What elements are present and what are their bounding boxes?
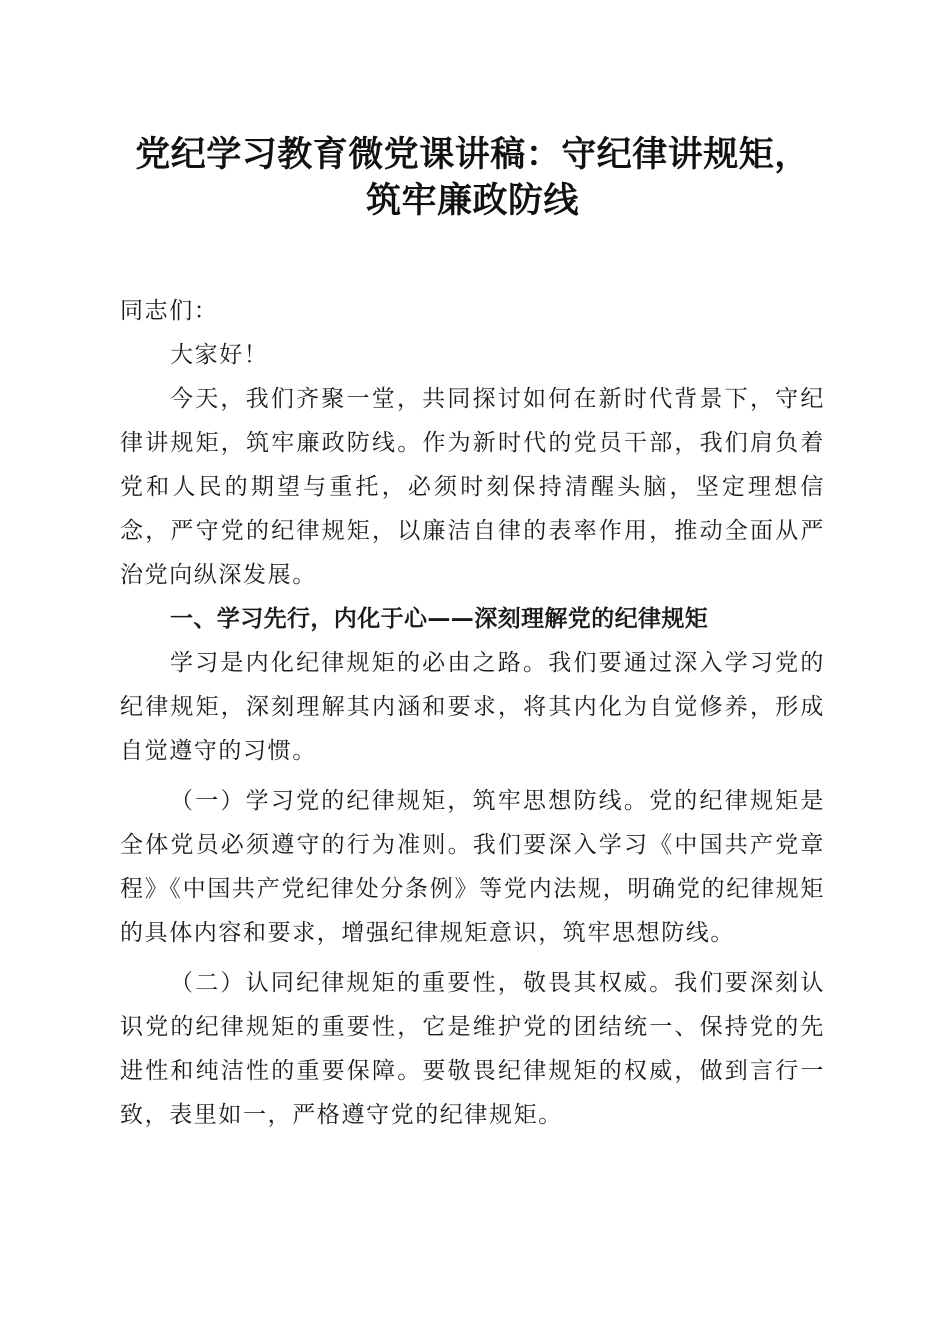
salutation: 同志们：	[120, 298, 219, 324]
section-intro: 学习是内化纪律规矩的必由之路。我们要通过深入学习党的纪律规矩，深刻理解其内涵和要求，将其内化为自觉修养，形成自觉遵守的习惯。	[120, 650, 825, 764]
section-heading: 一、学习先行，内化于心——深刻理解党的纪律规矩	[170, 606, 709, 632]
section-item: （二）认同纪律规矩的重要性，敬畏其权威。我们要深刻认识党的纪律规矩的重要性，它是维护党的团结统一、保持党的先进性和纯洁性的重要保障。要敬畏纪律规矩的权威，做到言行一致，表里如一，严格遵守党的纪律规矩。	[120, 970, 825, 1128]
greeting: 大家好！	[170, 342, 269, 368]
document-title: 党纪学习教育微党课讲稿：守纪律讲规矩，筑牢廉政防线	[135, 134, 810, 221]
section-item: （一）学习党的纪律规矩，筑牢思想防线。党的纪律规矩是全体党员必须遵守的行为准则。我们要深入学习《中国共产党章程》《中国共产党纪律处分条例》等党内法规，明确党的纪律规矩的具体内容和要求，增强纪律规矩意识，筑牢思想防线。	[120, 788, 825, 946]
intro-paragraph: 今天，我们齐聚一堂，共同探讨如何在新时代背景下，守纪律讲规矩，筑牢廉政防线。作为新时代的党员干部，我们肩负着党和人民的期望与重托，必须时刻保持清醒头脑，坚定理想信念，严守党的纪律规矩，以廉洁自律的表率作用，推动全面从严治党向纵深发展。	[120, 386, 825, 588]
document-page	[120, 132, 825, 1137]
document-body	[120, 289, 825, 1137]
